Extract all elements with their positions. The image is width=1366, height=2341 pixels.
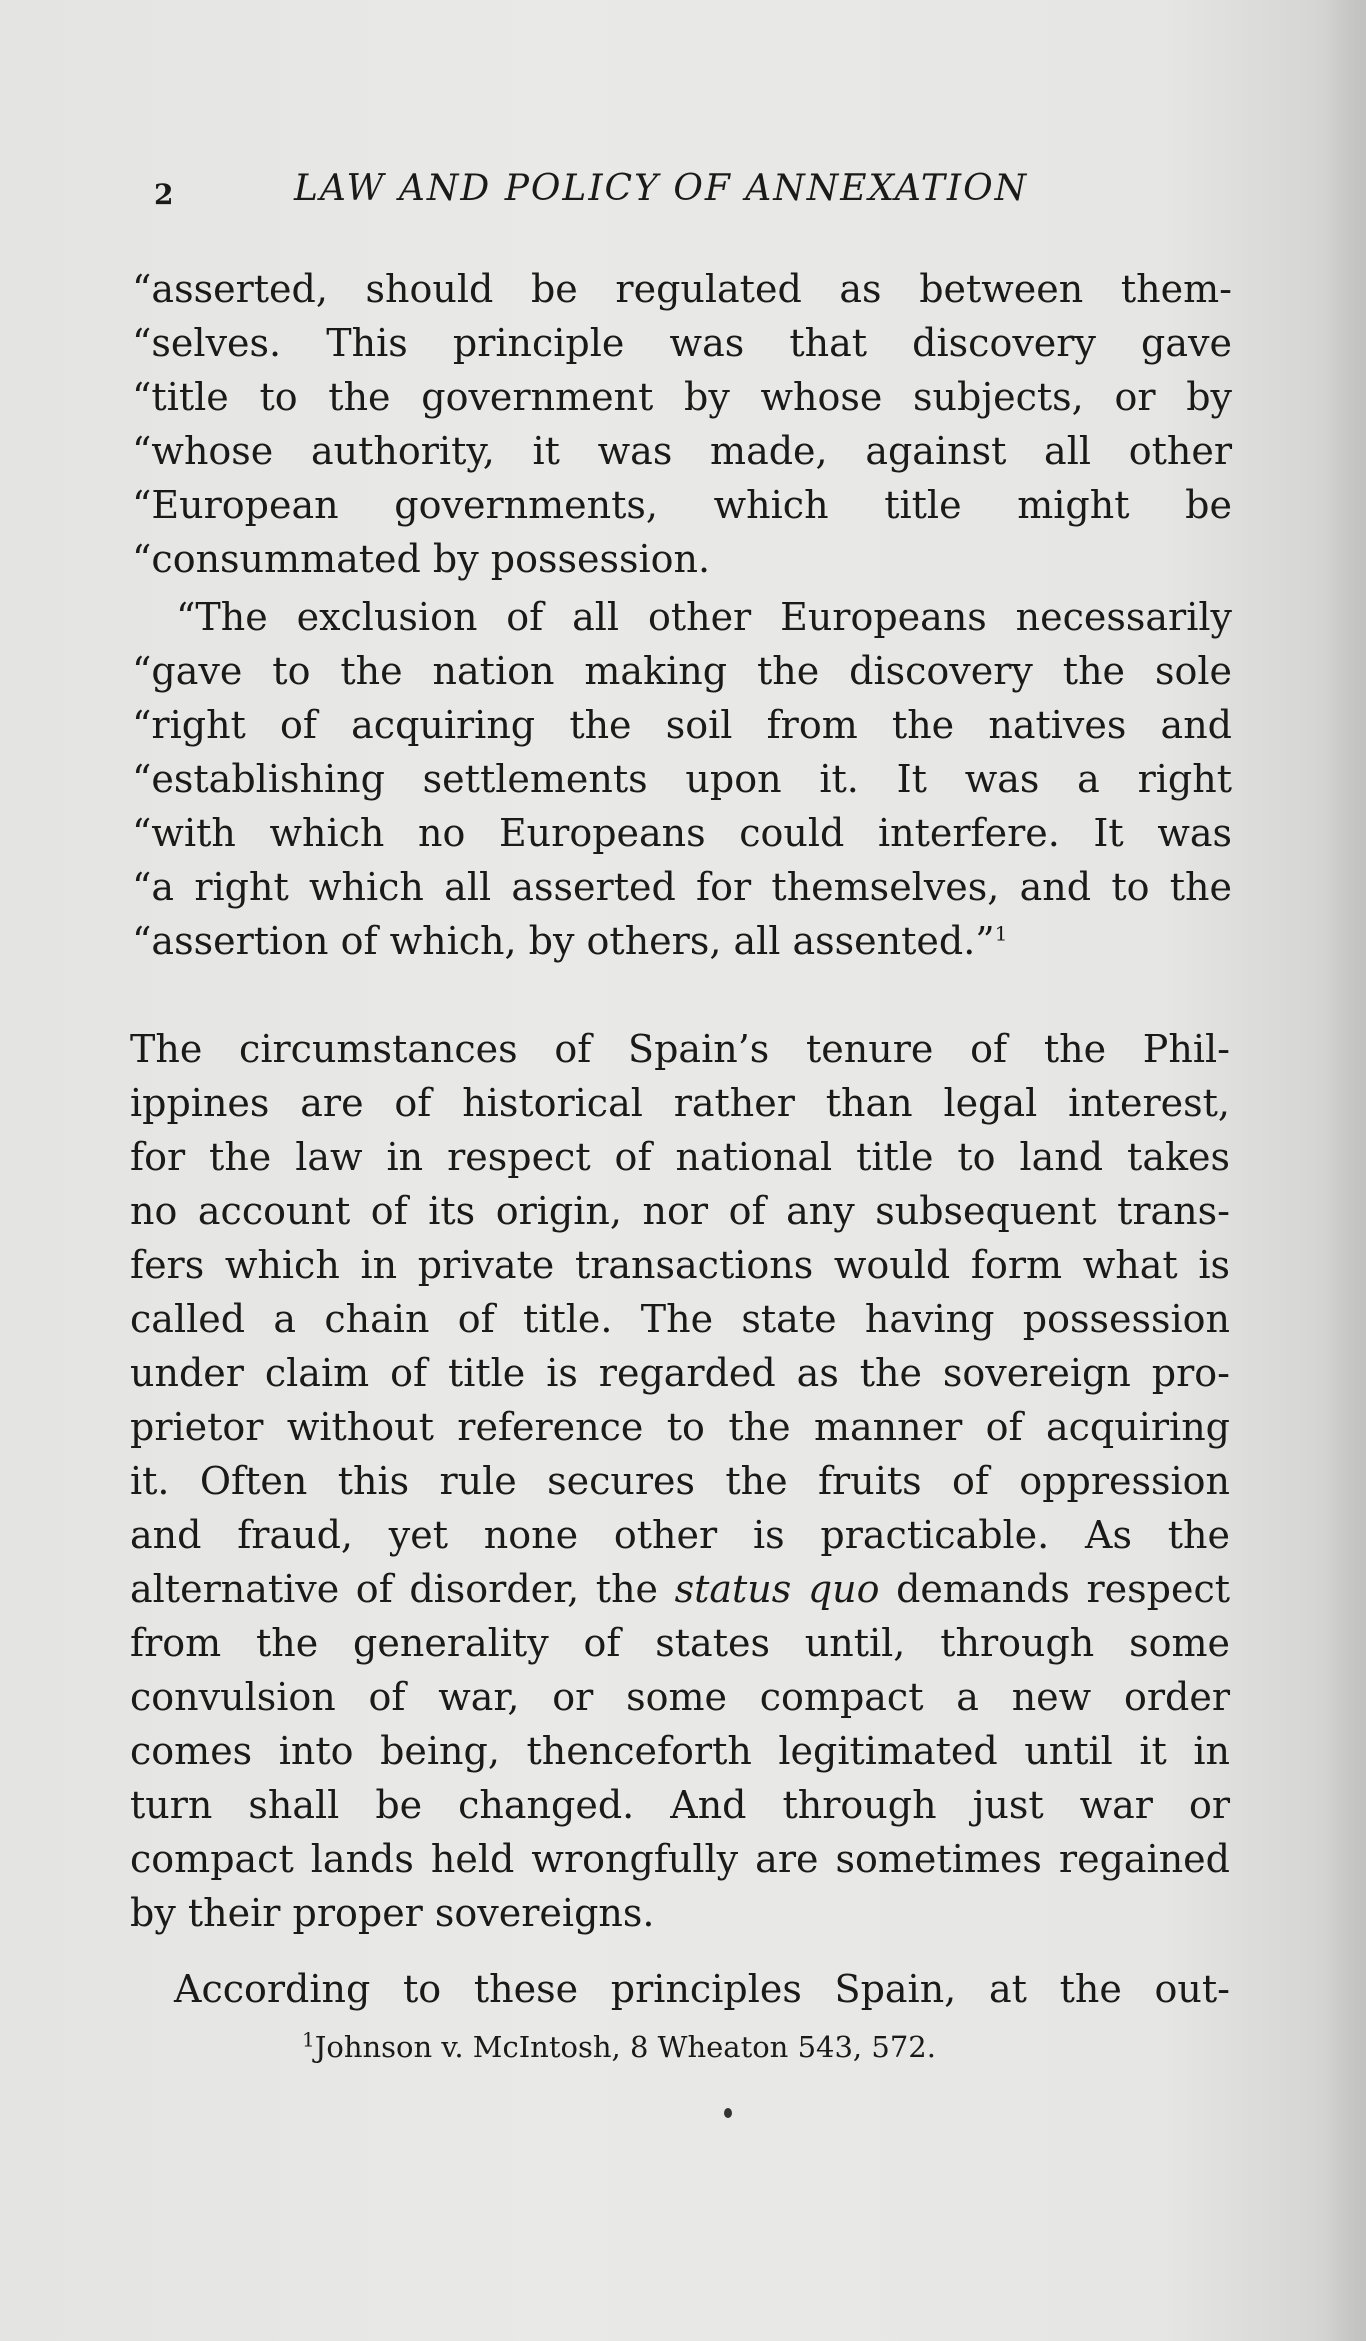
quote-end-text: “assertion of which, by others, all assented.”	[132, 919, 995, 963]
text-line	[130, 1562, 1230, 1616]
text-line: “establishing settlements upon it. It was a right	[132, 757, 1232, 801]
text-line	[132, 914, 1232, 968]
footnote	[302, 2027, 936, 2064]
text-line: under claim of title is regarded as the sovereign pro-	[130, 1351, 1230, 1395]
text-line: turn shall be changed. And through just war or	[130, 1783, 1230, 1827]
text-line: “The exclusion of all other Europeans necessarily	[176, 595, 1232, 639]
text-line: “European governments, which title might be	[132, 483, 1232, 527]
printer-dot	[724, 2108, 732, 2118]
text-line: no account of its origin, nor of any subsequent trans-	[130, 1189, 1230, 1233]
footnote-marker: 1	[302, 2027, 315, 2052]
quote-block-1	[132, 262, 1232, 586]
page-edge-shadow	[1326, 0, 1366, 2341]
text-line: it. Often this rule secures the fruits of oppression	[130, 1459, 1230, 1503]
text-line: ippines are of historical rather than legal interest,	[130, 1081, 1230, 1125]
text-line: “with which no Europeans could interfere. It was	[132, 811, 1232, 855]
text-line: comes into being, thenceforth legitimated until it in	[130, 1729, 1230, 1773]
text-segment: alternative of disorder, the	[130, 1567, 675, 1611]
page-number: 2	[154, 178, 174, 211]
paragraph-3	[130, 1022, 1230, 1940]
footnote-text: Johnson v. McIntosh, 8 Wheaton 543, 572.	[314, 2030, 936, 2064]
text-line: and fraud, yet none other is practicable. As the	[130, 1513, 1230, 1557]
text-line: “title to the government by whose subjects, or by	[132, 375, 1232, 419]
text-line: by their proper sovereigns.	[130, 1891, 655, 1935]
quote-block-2	[132, 590, 1232, 968]
text-line: “consummated by possession.	[132, 537, 711, 581]
footnote-marker: 1	[994, 921, 1008, 946]
text-line: The circumstances of Spain’s tenure of the Phil-	[130, 1027, 1230, 1071]
text-line: “selves. This principle was that discovery gave	[132, 321, 1232, 365]
text-line: for the law in respect of national title to land takes	[130, 1135, 1230, 1179]
text-line: “right of acquiring the soil from the natives and	[132, 703, 1232, 747]
page-header	[140, 168, 1240, 228]
text-line: convulsion of war, or some compact a new order	[130, 1675, 1230, 1719]
text-line: “asserted, should be regulated as between them-	[132, 267, 1232, 311]
text-line: “whose authority, it was made, against all other	[132, 429, 1232, 473]
text-line: called a chain of title. The state having possession	[130, 1297, 1230, 1341]
text-line: “a right which all asserted for themselves, and to the	[132, 865, 1232, 909]
text-segment: demands respect	[879, 1567, 1230, 1611]
text-line: fers which in private transactions would form what is	[130, 1243, 1230, 1287]
paragraph-4	[130, 1962, 1230, 2016]
text-line: from the generality of states until, through some	[130, 1621, 1230, 1665]
italic-status-quo: status quo	[674, 1567, 880, 1611]
text-line: prietor without reference to the manner of acquiring	[130, 1405, 1230, 1449]
text-line: compact lands held wrongfully are sometimes regained	[130, 1837, 1230, 1881]
running-title: LAW AND POLICY OF ANNEXATION	[294, 168, 1029, 209]
text-line: According to these principles Spain, at the out-	[174, 1967, 1230, 2011]
text-line: “gave to the nation making the discovery the sole	[132, 649, 1232, 693]
